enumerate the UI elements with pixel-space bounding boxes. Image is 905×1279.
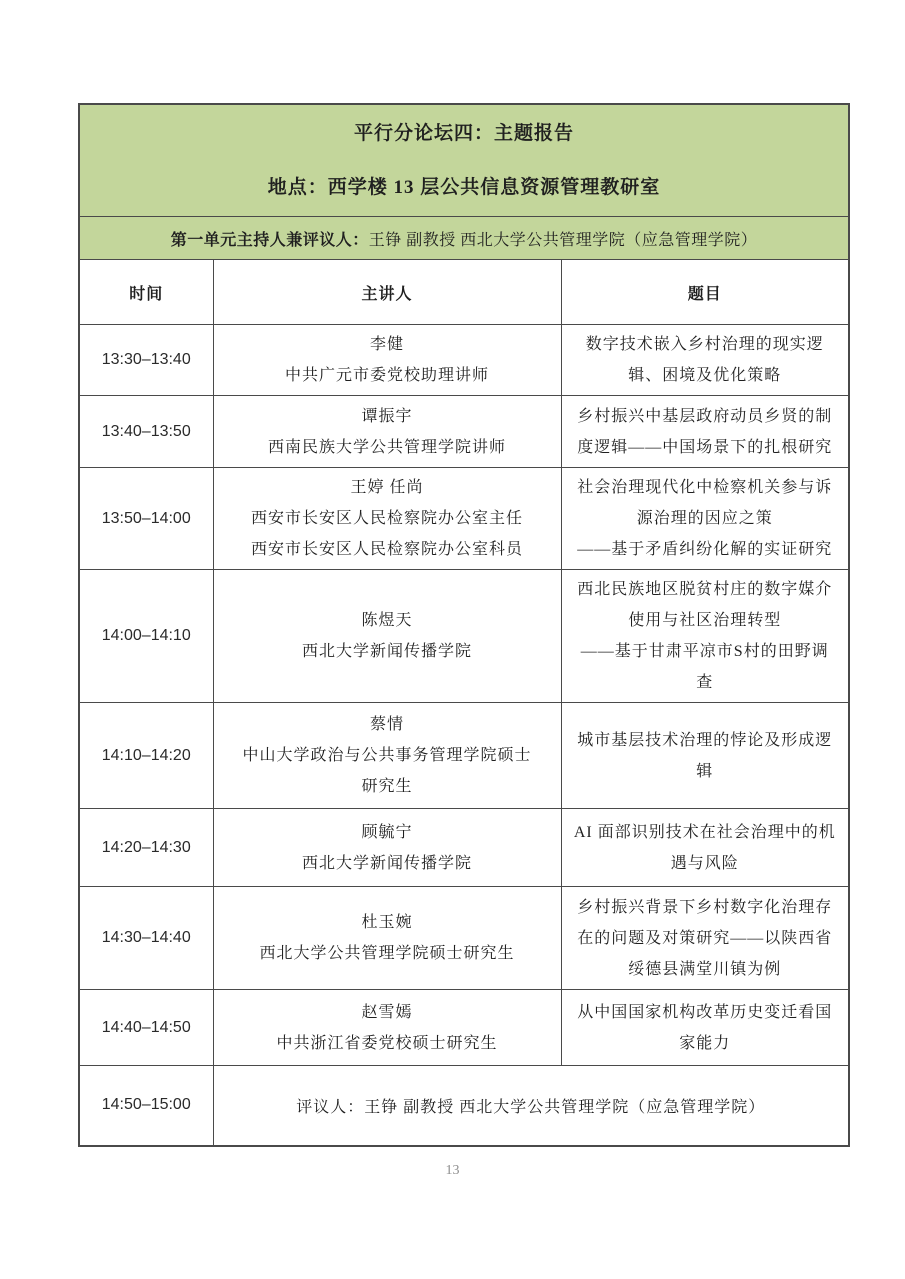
unit-chair: 王铮 副教授 西北大学公共管理学院（应急管理学院） [368, 231, 758, 249]
column-header-row [79, 260, 849, 325]
unit-label: 第一单元主持人兼评议人： [170, 231, 369, 249]
topic-cell [561, 809, 849, 887]
table-row [79, 325, 849, 396]
time-cell: 13:30–13:40 [79, 325, 213, 396]
speaker-name: 陈煜天 [361, 612, 413, 629]
time-cell: 14:40–14:50 [79, 990, 213, 1066]
speaker-affiliation: 西北大学新闻传播学院 [301, 854, 472, 872]
column-header-topic: 题目 [561, 260, 849, 325]
speaker-cell [213, 703, 561, 809]
topic-cell [561, 703, 849, 809]
speaker-affiliation: 中共浙江省委党校硕士研究生 [276, 1034, 498, 1052]
topic-cell [561, 396, 849, 468]
time-cell: 13:40–13:50 [79, 396, 213, 468]
speaker-name: 李健 [369, 336, 404, 353]
time-cell: 14:10–14:20 [79, 703, 213, 809]
time-cell: 14:00–14:10 [79, 570, 213, 703]
topic-text: 乡村振兴中基层政府动员乡贤的制度逻辑——中国场景下的扎根研究 [577, 407, 833, 456]
program-sheet [78, 103, 848, 1147]
topic-cell [561, 468, 849, 570]
table-row [79, 468, 849, 570]
topic-cell [561, 887, 849, 990]
topic-text: 城市基层技术治理的悖论及形成逻辑 [577, 731, 833, 780]
speaker-name: 赵雪嫣 [361, 1003, 413, 1021]
time-cell: 14:30–14:40 [79, 887, 213, 990]
speaker-name: 顾毓宁 [361, 823, 413, 841]
topic-text: AI 面部识别技术在社会治理中的机遇与风险 [573, 823, 836, 872]
topic-text: 西北民族地区脱贫村庄的数字媒介使用与社区治理转型 [577, 581, 833, 629]
topic-text: 数字技术嵌入乡村治理的现实逻辑、困境及优化策略 [585, 336, 824, 384]
speaker-cell [213, 396, 561, 468]
program-table [78, 103, 850, 1147]
speaker-affiliation: 西安市长安区人民检察院办公室科员 [250, 541, 523, 558]
time-cell: 14:20–14:30 [79, 809, 213, 887]
speaker-affiliation: 西安市长安区人民检察院办公室主任 [250, 510, 523, 527]
table-row [79, 809, 849, 887]
speaker-name: 蔡情 [369, 716, 404, 733]
table-row [79, 990, 849, 1066]
speaker-affiliation: 中山大学政治与公共事务管理学院硕士研究生 [242, 747, 532, 795]
table-row [79, 887, 849, 990]
topic-cell [561, 990, 849, 1066]
speaker-affiliation: 中共广元市委党校助理讲师 [284, 367, 489, 384]
forum-title: 平行分论坛四：主题报告 [354, 123, 575, 144]
speaker-cell [213, 325, 561, 396]
page-number: 13 [445, 1163, 460, 1178]
topic-subtitle: ——基于矛盾纠纷化解的实证研究 [577, 541, 833, 558]
speaker-cell [213, 990, 561, 1066]
banner-cell [79, 104, 849, 217]
topic-text: 从中国国家机构改革历史变迁看国家能力 [577, 1003, 833, 1052]
banner-row [79, 104, 849, 217]
table-row [79, 703, 849, 809]
speaker-name: 杜玉婉 [361, 914, 413, 931]
column-header-time: 时间 [79, 260, 213, 325]
topic-cell [561, 570, 849, 703]
speaker-name: 谭振宇 [361, 407, 413, 425]
time-cell: 13:50–14:00 [79, 468, 213, 570]
reviewer-cell: 评议人：王铮 副教授 西北大学公共管理学院（应急管理学院） [213, 1066, 849, 1146]
table-row [79, 570, 849, 703]
speaker-cell [213, 570, 561, 703]
speaker-affiliation: 西南民族大学公共管理学院讲师 [267, 438, 506, 456]
speaker-name: 王婷 任尚 [350, 479, 424, 496]
topic-text: 社会治理现代化中检察机关参与诉源治理的因应之策 [577, 479, 833, 527]
topic-cell [561, 325, 849, 396]
speaker-cell [213, 809, 561, 887]
table-row [79, 396, 849, 468]
unit-row [79, 217, 849, 260]
unit-cell [79, 217, 849, 260]
speaker-affiliation: 西北大学新闻传播学院 [301, 643, 472, 660]
speaker-affiliation: 西北大学公共管理学院硕士研究生 [259, 945, 515, 962]
forum-location: 地点：西学楼 13 层公共信息资源管理教研室 [267, 177, 661, 198]
reviewer-row [79, 1066, 849, 1146]
time-cell: 14:50–15:00 [79, 1066, 213, 1146]
speaker-cell [213, 887, 561, 990]
topic-subtitle: ——基于甘肃平凉市S村的田野调查 [580, 643, 829, 691]
speaker-cell [213, 468, 561, 570]
topic-text: 乡村振兴背景下乡村数字化治理存在的问题及对策研究——以陕西省绥德县满堂川镇为例 [577, 898, 833, 978]
column-header-speaker: 主讲人 [213, 260, 561, 325]
